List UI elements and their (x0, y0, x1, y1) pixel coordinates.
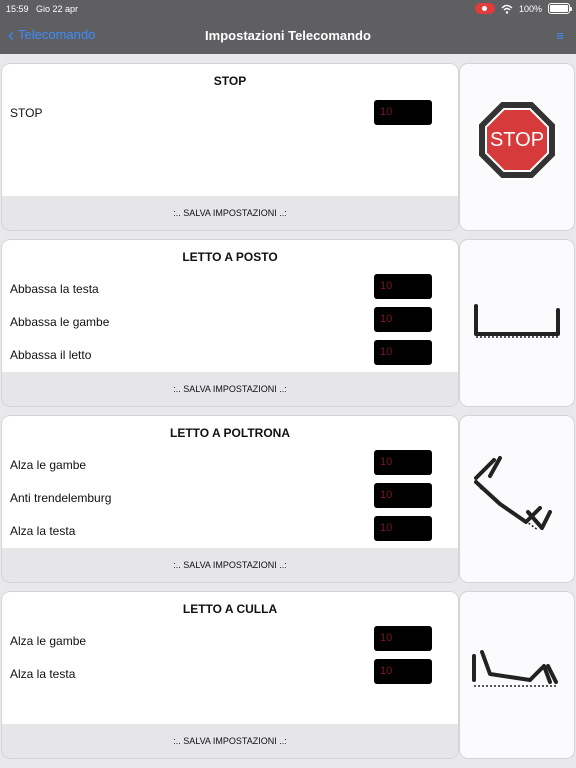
value-input[interactable]: 10 (374, 340, 432, 365)
value-input[interactable]: 10 (374, 450, 432, 475)
status-date: Gio 22 apr (36, 4, 79, 14)
value-input[interactable]: 10 (374, 626, 432, 651)
battery-percent: 100% (518, 3, 542, 14)
save-settings-button[interactable]: :.. SALVA IMPOSTAZIONI ..: (2, 196, 458, 230)
save-settings-button[interactable]: :.. SALVA IMPOSTAZIONI ..: (2, 372, 458, 406)
section-panel (2, 64, 458, 230)
row-label: Alza le gambe (10, 634, 87, 648)
value-input[interactable]: 10 (374, 100, 432, 125)
row-label: Alza la testa (10, 524, 76, 538)
battery-icon (548, 3, 570, 14)
section-letto-a-poltrona (0, 414, 576, 582)
bed-cradle-image (460, 592, 574, 758)
value-input[interactable]: 10 (374, 307, 432, 332)
back-button-label: Telecomando (18, 27, 96, 42)
section-letto-a-culla (0, 590, 576, 758)
status-bar (0, 0, 576, 18)
section-title: LETTO A POSTO (182, 250, 278, 264)
section-panel (2, 240, 458, 406)
wifi-icon (501, 4, 513, 14)
stop-sign-image (460, 64, 574, 230)
navigation-bar (0, 18, 576, 54)
row-label: Abbassa la testa (10, 282, 99, 296)
bed-armchair-image (460, 416, 574, 582)
section-letto-a-posto (0, 238, 576, 406)
value-input[interactable]: 10 (374, 274, 432, 299)
stop-sign-icon (460, 64, 574, 230)
stop-sign-text: STOP (489, 129, 545, 151)
menu-button[interactable]: ≡ (556, 28, 564, 43)
row-label: Anti trendelemburg (10, 491, 112, 505)
section-panel (2, 592, 458, 758)
page-title: Impostazioni Telecomando (205, 28, 371, 43)
row-label: Abbassa il letto (10, 348, 92, 362)
row-label: Abbassa le gambe (10, 315, 110, 329)
screen-recording-icon (475, 3, 495, 14)
section-stop (0, 62, 576, 230)
value-input[interactable]: 10 (374, 483, 432, 508)
row-label: Alza le gambe (10, 458, 87, 472)
status-time: 15:59 (6, 4, 29, 14)
settings-list (0, 62, 576, 766)
row-label: Alza la testa (10, 667, 76, 681)
value-input[interactable]: 10 (374, 516, 432, 541)
row-label: STOP (10, 106, 43, 120)
section-title: LETTO A POLTRONA (170, 426, 290, 440)
bed-cradle-icon (460, 592, 574, 758)
section-panel (2, 416, 458, 582)
value-input[interactable]: 10 (374, 659, 432, 684)
section-title: LETTO A CULLA (182, 602, 278, 616)
bed-flat-image (460, 240, 574, 406)
section-title: STOP (213, 74, 247, 88)
chevron-left-icon: ‹ (8, 24, 14, 45)
bed-armchair-icon (460, 416, 574, 582)
save-settings-button[interactable]: :.. SALVA IMPOSTAZIONI ..: (2, 724, 458, 758)
save-settings-button[interactable]: :.. SALVA IMPOSTAZIONI ..: (2, 548, 458, 582)
bed-flat-icon (460, 240, 574, 406)
